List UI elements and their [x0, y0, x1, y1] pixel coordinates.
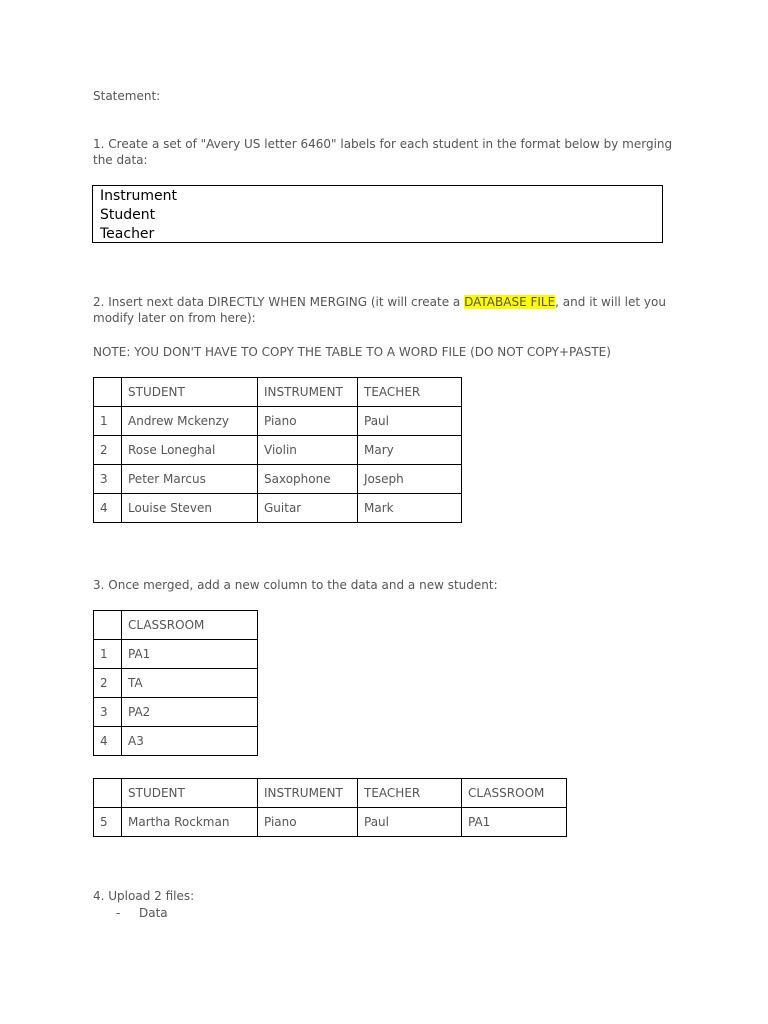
table-row — [94, 808, 567, 837]
table-cell: Joseph — [358, 465, 462, 494]
list-item: Data — [139, 906, 168, 920]
table-row — [94, 465, 462, 494]
instruction-2 — [93, 294, 673, 326]
table-header-cell: STUDENT — [122, 378, 258, 407]
label-format-box — [92, 185, 663, 243]
table-cell: 4 — [94, 494, 122, 523]
note-text: NOTE: YOU DON'T HAVE TO COPY THE TABLE TO A WORD FILE (DO NOT COPY+PASTE) — [93, 345, 611, 359]
list-bullet: - — [116, 906, 121, 920]
instruction-2-before: 2. Insert next data DIRECTLY WHEN MERGING (it will create a — [93, 295, 465, 309]
label-line-student: Student — [100, 207, 156, 223]
table-cell: PA1 — [462, 808, 567, 837]
table-row — [94, 436, 462, 465]
table-cell: Piano — [258, 808, 358, 837]
table-header-cell: TEACHER — [358, 779, 462, 808]
label-line-instrument: Instrument — [100, 188, 178, 204]
table-header-row — [94, 378, 462, 407]
label-line-teacher: Teacher — [100, 226, 155, 242]
table-row — [94, 494, 462, 523]
table-cell: 2 — [94, 669, 122, 698]
table-row — [94, 727, 258, 756]
table-cell: PA2 — [122, 698, 258, 727]
table-cell: TA — [122, 669, 258, 698]
statement-heading: Statement: — [93, 89, 161, 103]
table-cell: Paul — [358, 407, 462, 436]
table-cell: Louise Steven — [122, 494, 258, 523]
table-header-cell — [94, 611, 122, 640]
table-cell: Mark — [358, 494, 462, 523]
table-cell: Piano — [258, 407, 358, 436]
table-cell: Saxophone — [258, 465, 358, 494]
instruction-2-after: , and it will let you modify later on from here): — [93, 295, 666, 325]
table-row — [94, 669, 258, 698]
table-header-cell: INSTRUMENT — [258, 779, 358, 808]
table-row — [94, 698, 258, 727]
table-header-cell: TEACHER — [358, 378, 462, 407]
table-header-cell: INSTRUMENT — [258, 378, 358, 407]
table-cell: Rose Loneghal — [122, 436, 258, 465]
database-file-highlight: DATABASE FILE — [464, 295, 556, 309]
table-cell: Andrew Mckenzy — [122, 407, 258, 436]
instruction-1: 1. Create a set of "Avery US letter 6460" labels for each student in the format below by merging the data: — [93, 137, 673, 167]
instruction-3: 3. Once merged, add a new column to the data and a new student: — [93, 578, 498, 592]
instruction-4: 4. Upload 2 files: — [93, 889, 195, 903]
table-cell: Paul — [358, 808, 462, 837]
table-cell: Mary — [358, 436, 462, 465]
table-cell: Peter Marcus — [122, 465, 258, 494]
table-cell: 3 — [94, 698, 122, 727]
table-header-cell — [94, 378, 122, 407]
table-header-cell — [94, 779, 122, 808]
table-cell: PA1 — [122, 640, 258, 669]
table-cell: 1 — [94, 640, 122, 669]
table-header-row — [94, 611, 258, 640]
table-cell: 2 — [94, 436, 122, 465]
table-cell: 1 — [94, 407, 122, 436]
table-row — [94, 640, 258, 669]
classroom-table — [93, 610, 258, 756]
table-cell: 5 — [94, 808, 122, 837]
table-cell: A3 — [122, 727, 258, 756]
table-header-cell: CLASSROOM — [462, 779, 567, 808]
table-header-cell: STUDENT — [122, 779, 258, 808]
table-header-row — [94, 779, 567, 808]
table-row — [94, 407, 462, 436]
table-cell: 4 — [94, 727, 122, 756]
students-table — [93, 377, 462, 523]
table-header-cell: CLASSROOM — [122, 611, 258, 640]
table-cell: Guitar — [258, 494, 358, 523]
table-cell: Violin — [258, 436, 358, 465]
table-cell: Martha Rockman — [122, 808, 258, 837]
new-student-table — [93, 778, 567, 837]
table-cell: 3 — [94, 465, 122, 494]
